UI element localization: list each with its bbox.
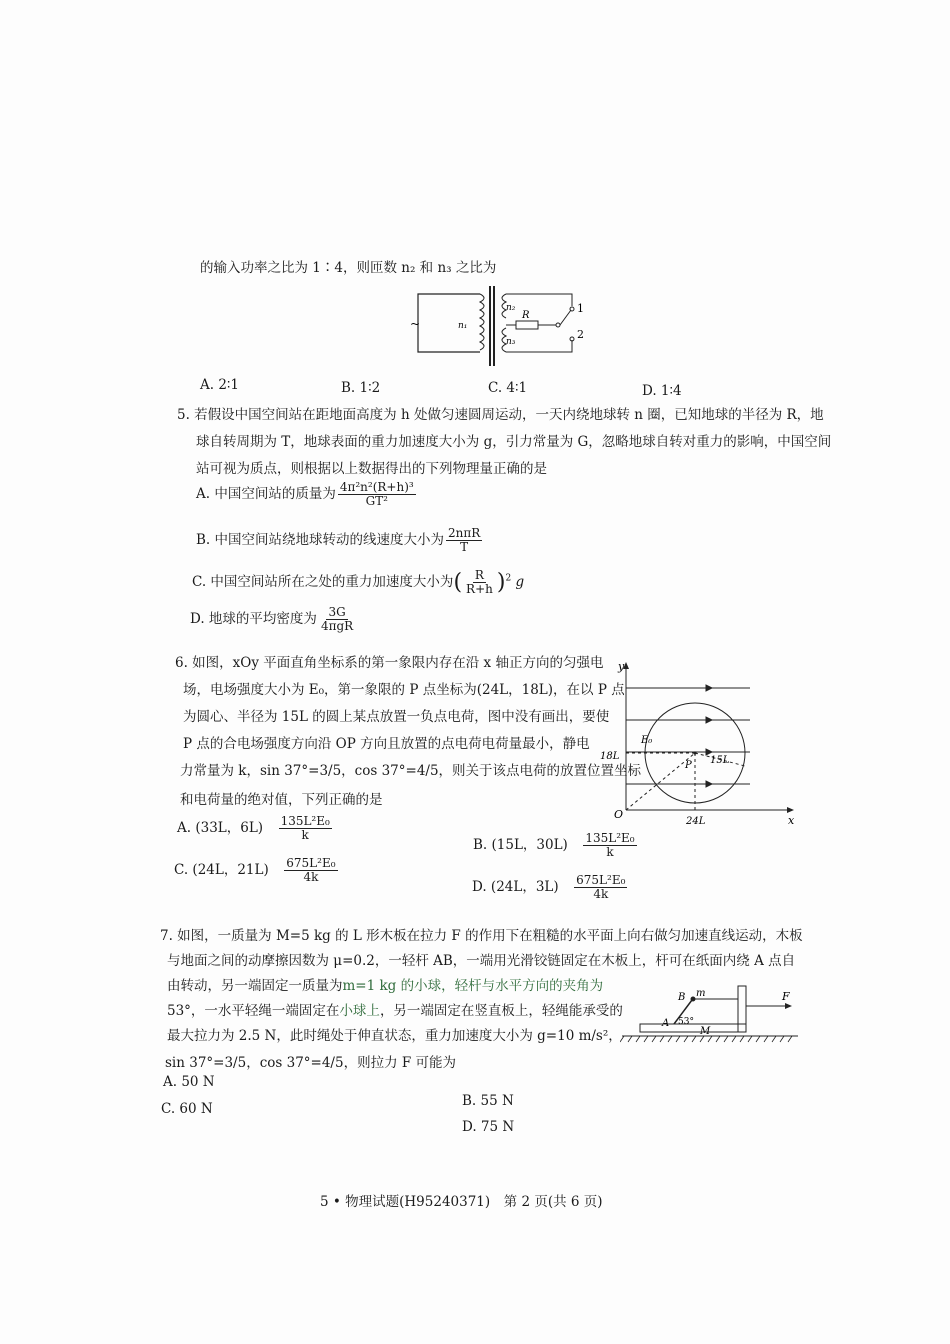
y-18l-label: 18L <box>600 751 620 762</box>
page-footer: 5 • 物理试题(H95240371) 第 2 页(共 6 页) <box>320 1194 603 1210</box>
q4-intro: 的输入功率之比为 1∶4，则匝数 n₂ 和 n₃ 之比为 <box>200 260 497 276</box>
q5-line-3: 站可视为质点，则根据以上数据得出的下列物理量正确的是 <box>196 461 547 477</box>
q7-option-c: C. 60 N <box>161 1101 213 1117</box>
q6-field-figure <box>600 658 800 828</box>
q4-option-c: C. 4∶1 <box>488 380 528 396</box>
q7-board-figure <box>620 980 800 1046</box>
n2-label: n₂ <box>506 303 516 313</box>
n1-label: n₁ <box>458 321 468 331</box>
terminal-1-label: 1 <box>577 302 584 315</box>
board-m-label: M <box>700 1026 711 1037</box>
q4-option-b: B. 1∶2 <box>341 380 381 396</box>
q5-option-d: D. 地球的平均密度为 $\frac{3G}{\text{4πgR}}$ <box>190 605 354 633</box>
transformer-circuit-figure <box>410 284 590 368</box>
q6-option-d: D. (24L，3L) $\frac{\text{675L²E₀}}{4k}$ <box>472 873 626 901</box>
force-f-label: F <box>782 990 790 1003</box>
q7-line-3: 由转动，另一端固定一质量为m=1 kg 的小球，轻杆与水平方向的夹角为 <box>167 978 604 994</box>
q5-option-c: C. 中国空间站所在之处的重力加速度大小为( $\frac{R}{R+h}$ )$^2$ g <box>192 568 525 596</box>
y-axis-label: y <box>618 660 625 673</box>
q4-option-d: D. 1∶4 <box>642 383 682 399</box>
q7-line-1: 7. 如图，一质量为 M=5 kg 的 L 形木板在拉力 F 的作用下在粗糙的水平面上向右做匀加速直线运动，木板 <box>160 928 803 944</box>
q6-line-3: 为圆心、半径为 15L 的圆上某点放置一负点电荷，图中没有画出，要使 <box>183 709 610 725</box>
q6-line-1: 6. 如图，xOy 平面直角坐标系的第一象限内存在沿 x 轴正方向的匀强电 <box>175 655 604 671</box>
q4-option-a: A. 2∶1 <box>200 377 240 393</box>
x-24l-label: 24L <box>686 816 706 827</box>
q6-line-5: 力常量为 k，sin 37°=3/5，cos 37°=4/5，则关于该点电荷的放置位置坐标 <box>180 763 642 779</box>
q7-option-a: A. 50 N <box>163 1074 215 1090</box>
q5-line-1: 5. 若假设中国空间站在距地面高度为 h 处做匀速圆周运动，一天内绕地球转 n 圈，已知地球的半径为 R，地 <box>177 407 824 423</box>
point-a-label: A <box>662 1018 670 1029</box>
origin-label: O <box>614 808 624 821</box>
e0-label: E₀ <box>641 735 653 746</box>
q7-option-b: B. 55 N <box>462 1093 514 1109</box>
ball-m-label: m <box>696 988 706 999</box>
q5-option-b: B. 中国空间站绕地球转动的线速度大小为 $\frac{\text{2nπR}}{T}$ <box>196 526 481 554</box>
angle-53-label: 53° <box>678 1017 694 1027</box>
x-axis-label: x <box>788 814 795 827</box>
radius-15l-label: 15L <box>710 755 730 766</box>
p-point-label: P <box>685 760 692 771</box>
q5-line-2: 球自转周期为 T，地球表面的重力加速度大小为 g，引力常量为 G，忽略地球自转对重力的影响，中国空间 <box>196 434 832 450</box>
ac-source-label: ~ <box>410 317 421 331</box>
q6-option-c: C. (24L，21L) $\frac{\text{675L²E₀}}{4k}$ <box>174 856 336 884</box>
q6-line-4: P 点的合电场强度方向沿 OP 方向且放置的点电荷电荷量最小，静电 <box>183 736 590 752</box>
terminal-2-label: 2 <box>577 328 584 341</box>
q6-line-6: 和电荷量的绝对值，下列正确的是 <box>180 792 383 808</box>
q7-option-d: D. 75 N <box>462 1119 515 1135</box>
q6-line-2: 场，电场强度大小为 E₀，第一象限的 P 点坐标为(24L，18L)，在以 P 点 <box>183 682 625 698</box>
point-b-label: B <box>678 992 686 1003</box>
q6-option-b: B. (15L，30L) $\frac{\text{135L²E₀}}{k}$ <box>473 831 635 859</box>
resistor-label: R <box>522 310 530 321</box>
q5-option-a: A. 中国空间站的质量为 $\frac{\text{4π²n²(R+h)³}}{\text{GT²}}$ <box>196 480 414 508</box>
q7-line-5: 最大拉力为 2.5 N，此时绳处于伸直状态，重力加速度大小为 g=10 m/s²， <box>167 1028 622 1044</box>
q7-line-6: sin 37°=3/5，cos 37°=4/5，则拉力 F 可能为 <box>165 1055 457 1071</box>
q7-line-2: 与地面之间的动摩擦因数为 μ=0.2，一轻杆 AB，一端用光滑铰链固定在木板上，杆可在纸面内绕 A 点自 <box>167 953 796 969</box>
q6-option-a: A. (33L，6L) $\frac{\text{135L²E₀}}{k}$ <box>177 814 330 842</box>
q7-line-4: 53°，一水平轻绳一端固定在小球上，另一端固定在竖直板上，轻绳能承受的 <box>167 1003 623 1019</box>
n3-label: n₃ <box>506 337 516 347</box>
